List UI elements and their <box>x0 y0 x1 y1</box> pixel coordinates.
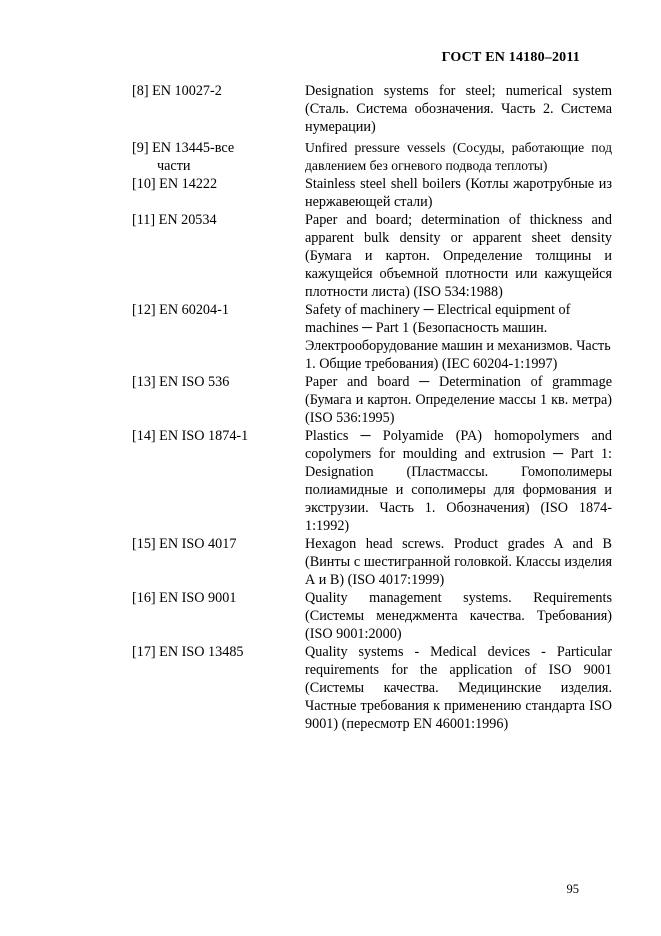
reference-text: Safety of machinery ─ Electrical equipment of machines ─ Part 1 (Безопасность машин. Электрооборудование машин и механизмов. Часть 1. Общие требования) (IEC 60204-1:1997) <box>305 302 611 372</box>
reference-item <box>132 82 612 136</box>
reference-id: [13] EN ISO 536 <box>132 374 230 390</box>
reference-id: [8] EN 10027-2 <box>132 83 222 99</box>
reference-id: [10] EN 14222 <box>132 176 218 192</box>
reference-item <box>132 211 612 301</box>
reference-item <box>132 643 612 733</box>
reference-id: [17] EN ISO 13485 <box>132 644 244 660</box>
reference-text: Paper and board ─ Determination of grammage (Бумага и картон. Определение массы 1 кв. метра) (ISO 536:1995) <box>305 374 612 426</box>
reference-id: [15] EN ISO 4017 <box>132 536 237 552</box>
reference-item <box>132 373 612 427</box>
reference-text: Designation systems for steel; numerical system (Сталь. Система обозначения. Часть 2. Система нумерации) <box>305 83 612 135</box>
reference-item <box>132 427 612 535</box>
reference-list <box>132 82 612 733</box>
reference-id: [11] EN 20534 <box>132 212 217 228</box>
reference-id <box>132 139 305 175</box>
reference-text: Unfired pressure vessels (Сосуды, работающие под давлением без огневого подвода теплоты) <box>305 140 612 173</box>
reference-text: Stainless steel shell boilers (Котлы жаротрубные из нержавеющей стали) <box>305 176 612 210</box>
reference-id: [12] EN 60204-1 <box>132 302 229 318</box>
document-header: ГОСТ EN 14180–2011 <box>441 50 580 65</box>
reference-text: Quality systems - Medical devices - Particular requirements for the application of ISO 9001 (Системы качества. Медицинские изделия. Частные требования к применению стандарта ISO 9001) (пересмотр EN 46001:1996) <box>305 644 612 732</box>
reference-text: Plastics ─ Polyamide (PA) homopolymers and copolymers for moulding and extrusion ─ Part 1: Designation (Пластмассы. Гомополимеры полиамидные и сополимеры для формования и экструзии. Часть 1. Обозначения) (ISO 1874-1:1992) <box>305 428 612 534</box>
reference-item <box>132 589 612 643</box>
reference-id-continuation: части <box>157 158 191 174</box>
reference-text: Hexagon head screws. Product grades A and B (Винты с шестигранной головкой. Классы изделия А и В) (ISO 4017:1999) <box>305 536 612 588</box>
reference-text: Quality management systems. Requirements (Системы менеджмента качества. Требования) (ISO 9001:2000) <box>305 590 612 642</box>
reference-item <box>132 535 612 589</box>
reference-item <box>132 139 612 175</box>
reference-item <box>132 301 612 373</box>
reference-item <box>132 175 612 211</box>
page-number: 95 <box>566 882 579 896</box>
reference-id: [14] EN ISO 1874-1 <box>132 428 249 444</box>
reference-id: [16] EN ISO 9001 <box>132 590 237 606</box>
reference-text: Paper and board; determination of thickness and apparent bulk density or apparent sheet density (Бумага и картон. Определение толщины и кажущейся объемной плотности или кажущейся плотности листа) (ISO 534:1988) <box>305 212 612 300</box>
reference-id-main: [9] EN 13445-все <box>132 140 235 156</box>
